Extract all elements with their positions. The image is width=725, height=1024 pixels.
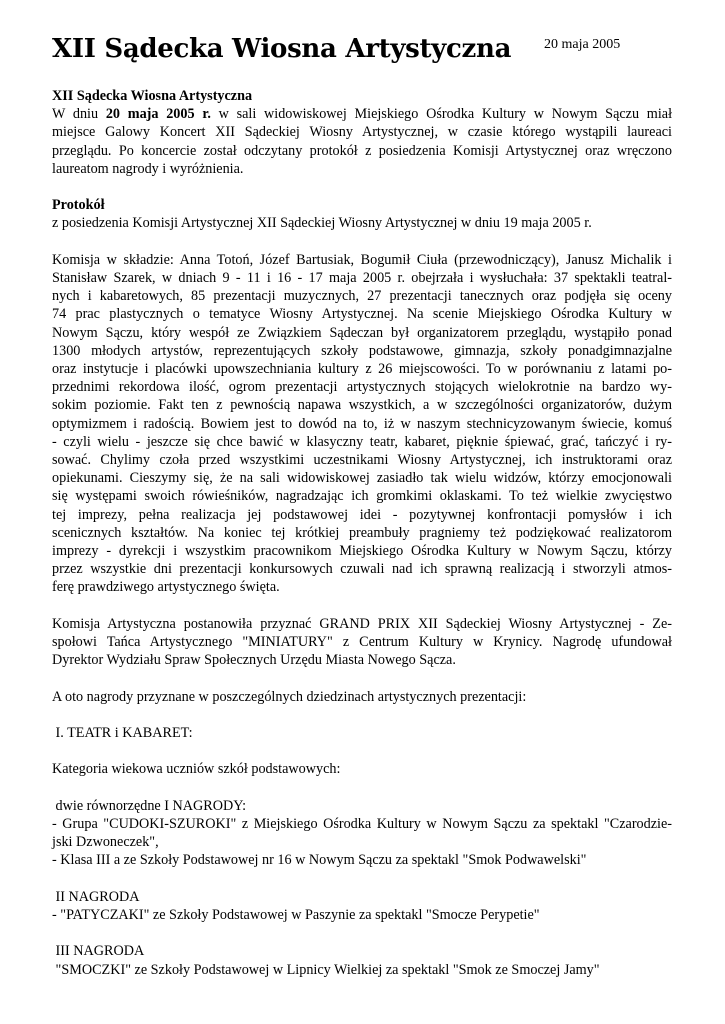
category-primary-heading: Kategoria wiekowa uczniów szkół podstawowych: <box>52 761 341 778</box>
grand-prix-line: Komisja Artystyczna postanowiła przyznać GRAND PRIX XII Sądeckiej Wiosny Artystycznej - Ze- <box>52 615 672 632</box>
protocol-section <box>52 196 672 232</box>
commission-line: oraz instytucje i placówki upowszechniania kultury z 26 miejscowości. To w porównaniu z latami po- <box>52 361 672 378</box>
commission-line: Nowym Sączu, który wespół ze Związkiem Sądeczan był organizatorem przeglądu, wystąpiło ponad <box>52 324 672 341</box>
intro-line: miejsce Galowy Koncert XII Sądeckiej Wiosny Artystycznej, w czasie którego wystąpili laureaci <box>52 124 672 141</box>
protocol-heading: Protokół <box>52 197 105 214</box>
intro-first-line <box>52 105 672 123</box>
prize-first-line: jski Dzwoneczek", <box>52 834 159 851</box>
awards-intro: A oto nagrody przyznane w poszczególnych dziedzinach artystycznych prezentacji: <box>52 688 527 705</box>
commission-line: sować. Chylimy czoła przed wszystkimi uczestnikami Wiosny Artystycznej, ich instruktorami oraz <box>52 452 672 469</box>
commission-line: scenicznych kształtów. Na koniec tej krótkiej preambuły pragniemy też podziękować realizatorom <box>52 524 672 541</box>
grand-prix-paragraph <box>52 615 672 670</box>
intro-paragraph <box>52 87 672 178</box>
prize-first-heading: dwie równorzędne I NAGRODY: <box>52 797 247 814</box>
commission-line: się występami swoich rówieśników, nagradzając ich gromkimi oklaskami. To też wielkie zwycięstwo <box>52 488 672 505</box>
prize-third-heading: III NAGRODA <box>52 943 145 960</box>
document-title: XII Sądecka Wiosna Artystyczna <box>52 34 512 64</box>
grand-prix-line: społowi Tańca Artystycznego "MINIATURY" z Centrum Kultury w Krynicy. Nagrodę ufundował <box>52 634 672 651</box>
protocol-subtitle: z posiedzenia Komisji Artystycznej XII Sądeckiej Wiosny Artystycznej w dniu 19 maja 2005 r. <box>52 215 592 232</box>
prize-first-section <box>52 797 672 870</box>
commission-line: - czyli wielu - jeszcze się chce bawić w klasyczny teatr, kabaret, pięknie śpiewać, grać, tańczyć i ry- <box>52 433 672 450</box>
prize-second-section <box>52 888 672 924</box>
prize-second-heading: II NAGRODA <box>52 888 140 905</box>
commission-line: przednimi rekordowa ilość, ogrom prezentacji artystycznych stojących wielokrotnie na bardzo wy- <box>52 379 672 396</box>
document-body <box>52 87 672 979</box>
grand-prix-line: Dyrektor Wydziału Spraw Społecznych Urzędu Miasta Nowego Sącza. <box>52 652 456 669</box>
commission-line: nych i kabaretowych, 85 prezentacji muzycznych, 27 prezentacji tanecznych oraz podjęła się oceny <box>52 288 672 305</box>
document-date: 20 maja 2005 <box>544 37 621 52</box>
section-theatre-heading: I. TEATR i KABARET: <box>52 725 193 742</box>
commission-line: imprezy - dyrekcji i wszystkim pracownikom Miejskiego Ośrodka Kultury w Nowym Sączu, którzy <box>52 543 672 560</box>
intro-line: laureatom nagrody i wyróżnienia. <box>52 160 244 177</box>
prize-first-line: - Klasa III a ze Szkoły Podstawowej nr 16 w Nowym Sączu za spektakl "Smok Podwawelski" <box>52 852 587 869</box>
intro-text-post: w sali widowiskowej Miejskiego Ośrodka Kultury w Nowym Sączu miał <box>210 106 673 123</box>
commission-line: przez wszystkie dni prezentacji konkursowych czuwali nad ich sprawną realizacją i stworzyli atmos- <box>52 561 672 578</box>
commission-line: sokim poziomie. Fakt ten z pewnością napawa wszystkich, a w szczególności organizatorów, dużym <box>52 397 672 414</box>
prize-third-line: "SMOCZKI" ze Szkoły Podstawowej w Lipnicy Wielkiej za spektakl "Smok ze Smoczej Jamy" <box>52 961 600 978</box>
commission-line: 1300 młodych artystów, reprezentujących szkoły podstawowe, gimnazja, szkoły ponadgimnazjalne <box>52 342 672 359</box>
intro-heading: XII Sądecka Wiosna Artystyczna <box>52 88 253 104</box>
commission-paragraph <box>52 251 672 597</box>
commission-line: Komisja w składzie: Anna Totoń, Józef Bartusiak, Bogumił Ciuła (przewodniczący), Janusz Michalik i <box>52 251 672 268</box>
intro-line: przeglądu. Po koncercie został odczytany protokół z posiedzenia Komisji Artystycznej oraz wręczono <box>52 142 672 159</box>
commission-line: 74 prac plastycznych o tematyce Wiosny Artystycznej. Na scenie Miejskiego Ośrodka Kultury w <box>52 306 672 323</box>
commission-line: Stanisław Szarek, w dniach 9 - 11 i 16 - 17 maja 2005 r. obejrzała i wysłuchała: 37 spektakli teatral- <box>52 270 672 286</box>
commission-line: opiekunami. Cieszymy się, że na sali widowiskowej zasiadło tak wielu widzów, którzy emocjonowali <box>52 470 672 487</box>
commission-line: ferę prawdziwego artystycznego święta. <box>52 579 280 596</box>
intro-date-bold: 20 maja 2005 r. <box>105 106 211 123</box>
prize-first-line: - Grupa "CUDOKI-SZUROKI" z Miejskiego Ośrodka Kultury w Nowym Sączu za spektakl "Czarodzie- <box>52 816 672 833</box>
prize-second-line: - "PATYCZAKI" ze Szkoły Podstawowej w Paszynie za spektakl "Smocze Perypetie" <box>52 907 540 924</box>
prize-third-section <box>52 942 672 978</box>
commission-line: tej imprezy, pełna realizacja jej podstawowej idei - pozytywnej konfrontacji pomysłów i ich <box>52 506 672 523</box>
intro-text-pre: W dniu <box>52 106 106 123</box>
commission-line: optymizmem i radością. Bowiem jest to dowód na to, iż w naszym stechnicyzowanym świecie, komuś <box>52 415 672 432</box>
